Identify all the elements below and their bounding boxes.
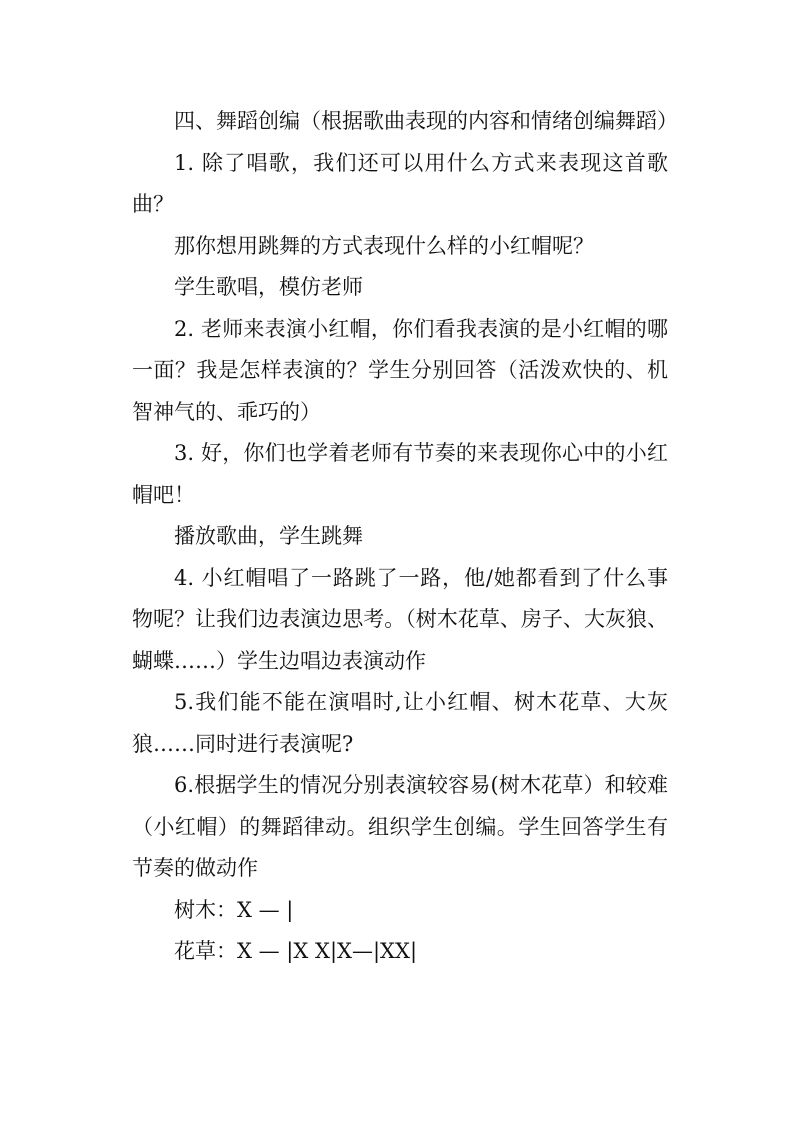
paragraph-step-4: 4. 小红帽唱了一路跳了一路，他/她都看到了什么事物呢？让我们边表演边思考。（树木花草、房子、大灰狼、蝴蝶……）学生边唱边表演动作 bbox=[132, 565, 668, 673]
rhythm-trees: 树木：X — | bbox=[174, 897, 294, 922]
paragraph-step-6: 6.根据学生的情况分别表演较容易(树木花草）和较难（小红帽）的舞蹈律动。组织学生创编。学生回答学生有节奏的做动作 bbox=[132, 773, 668, 880]
section-heading: 四、舞蹈创编（根据歌曲表现的内容和情绪创编舞蹈） bbox=[174, 109, 678, 133]
paragraph-question: 那你想用跳舞的方式表现什么样的小红帽呢？ bbox=[174, 233, 594, 258]
paragraph-step-1: 1. 除了唱歌，我们还可以用什么方式来表现这首歌曲？ bbox=[132, 150, 668, 216]
paragraph-student-sing: 学生歌唱，模仿老师 bbox=[174, 275, 363, 299]
paragraph-step-2: 2. 老师来表演小红帽，你们看我表演的是小红帽的哪一面？我是怎样表演的？学生分别回答（活泼欢快的、机智神气的、乖巧的） bbox=[132, 316, 668, 424]
document-body bbox=[132, 101, 678, 973]
rhythm-flowers: 花草：X — |X X|X—|XX| bbox=[174, 939, 418, 963]
paragraph-step-3: 3. 好，你们也学着老师有节奏的来表现你心中的小红帽吧！ bbox=[132, 441, 668, 507]
paragraph-play-song: 播放歌曲，学生跳舞 bbox=[174, 524, 363, 548]
paragraph-step-5: 5.我们能不能在演唱时,让小红帽、树木花草、大灰狼……同时进行表演呢? bbox=[132, 690, 668, 756]
